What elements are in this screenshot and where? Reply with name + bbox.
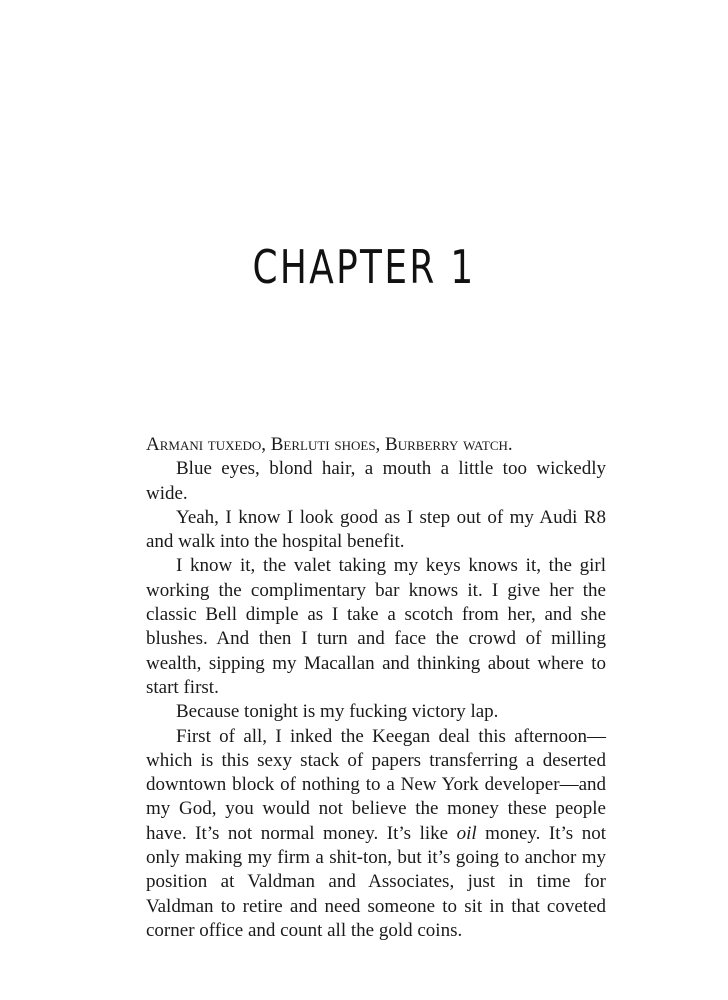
paragraph-2: Blue eyes, blond hair, a mouth a little too wickedly wide. <box>146 458 606 504</box>
paragraph-6-part-1: First of all, I inked the Keegan deal this afternoon—which is this sexy stack of papers transferring a deserted downtown block of nothing to a New York developer—and my God, you would not believe the money these people have. It’s not normal money. It’s like <box>146 725 606 844</box>
paragraph-3: Yeah, I know I look good as I step out of my Audi R8 and walk into the hospital benefit. <box>146 506 606 553</box>
opening-smallcaps: Armani tuxedo, Berluti shoes, Burberry watch. <box>146 434 513 455</box>
paragraph-5: Because tonight is my fucking victory lap. <box>176 701 499 723</box>
paragraph-opening <box>146 433 606 457</box>
paragraph-6 <box>146 725 606 944</box>
paragraph-6-italic: oil <box>456 822 477 844</box>
chapter-body <box>146 433 606 943</box>
paragraph-4: I know it, the valet taking my keys knows it, the girl working the complimentary bar knows it. I give her the classic Bell dimple as I take a scotch from her, and she blushes. And then I turn and face the crowd of milling wealth, sipping my Macallan and thinking about where to start first. <box>146 555 606 698</box>
chapter-heading: CHAPTER 1 <box>252 240 476 294</box>
paragraph-6-part-2: money. It’s not only making my firm a shit-ton, but it’s going to anchor my position at Valdman and Associates, just in time for Valdman to retire and need someone to sit in that coveted corner office and count all the gold coins. <box>146 822 606 941</box>
